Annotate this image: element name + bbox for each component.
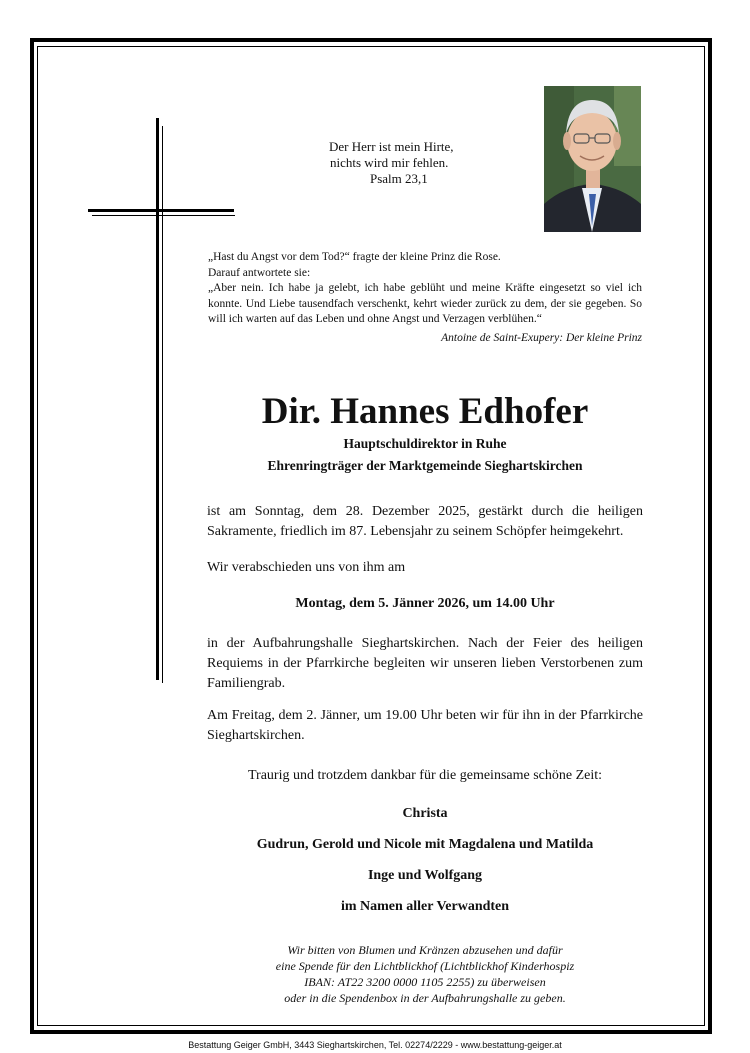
death-announcement: ist am Sonntag, dem 28. Dezember 2025, gestärkt durch die heiligen Sakramente, friedlich im 87. Lebensjahr zu seinem Schöpfer heimgekehrt. <box>207 504 643 539</box>
quote-block <box>208 250 642 346</box>
thanks-line: Traurig und trotzdem dankbar für die gemeinsame schöne Zeit: <box>247 768 603 783</box>
deceased-title-1: Hauptschuldirektor in Ruhe <box>343 436 507 451</box>
deceased-title-2: Ehrenringträger der Marktgemeinde Sieghartskirchen <box>267 458 583 473</box>
funeral-details: in der Aufbahrungshalle Sieghartskirchen. Nach der Feier des heiligen Requiems in der Pfarrkirche begleiten wir unseren lieben Verstorbenen zum Familiengrab. <box>207 636 643 691</box>
mourner-name: Inge und Wolfgang <box>367 868 483 883</box>
quote-author: Antoine de Saint-Exupery: Der kleine Prinz <box>441 331 642 344</box>
deceased-name: Dir. Hannes Edhofer <box>261 391 589 432</box>
quote-line-1: „Hast du Angst vor dem Tod?“ fragte der kleine Prinz die Rose. <box>208 251 501 263</box>
quote-body: „Aber nein. Ich habe ja gelebt, ich habe geblüht und meine Kräfte eingesetzt so viel ich konnte. Und Liebe tausendfach verschenkt, kehrt wieder zurück zu dem, der sie gegeben. So will ich warten auf das Leben und ohne Angst und Verzagen verblühen.“ <box>208 282 642 325</box>
footer-imprint: Bestattung Geiger GmbH, 3443 Sieghartskirchen, Tel. 02274/2229 - www.bestattung-geiger.at <box>188 1040 562 1050</box>
psalm-line-1: Der Herr ist mein Hirte, <box>329 139 454 154</box>
farewell-intro: Wir verabschieden uns von ihm am <box>207 560 406 575</box>
psalm-verse <box>300 139 470 187</box>
request-line-2: eine Spende für den Lichtblickhof (Lichtblickhof Kinderhospiz <box>275 959 575 973</box>
prayer-details: Am Freitag, dem 2. Jänner, um 19.00 Uhr beten wir für ihn in der Pfarrkirche Sieghartskirchen. <box>207 708 643 743</box>
psalm-line-2: nichts wird mir fehlen. <box>330 155 449 170</box>
mourner-name: Christa <box>402 806 448 821</box>
quote-line-2: Darauf antwortete sie: <box>208 266 311 279</box>
donation-request <box>200 942 650 1006</box>
psalm-reference: Psalm 23,1 <box>370 171 428 186</box>
mourner-name: Gudrun, Gerold und Nicole mit Magdalena und Matilda <box>256 837 594 852</box>
request-line-4: oder in die Spendenbox in der Aufbahrungshalle zu geben. <box>284 991 566 1005</box>
portrait-photo <box>544 86 641 232</box>
funeral-date: Montag, dem 5. Jänner 2026, um 14.00 Uhr <box>295 596 555 611</box>
request-line-3: IBAN: AT22 3200 0000 1105 2255) zu überweisen <box>304 975 546 989</box>
request-line-1: Wir bitten von Blumen und Kränzen abzusehen und dafür <box>287 943 563 957</box>
mourner-name: im Namen aller Verwandten <box>340 899 510 914</box>
